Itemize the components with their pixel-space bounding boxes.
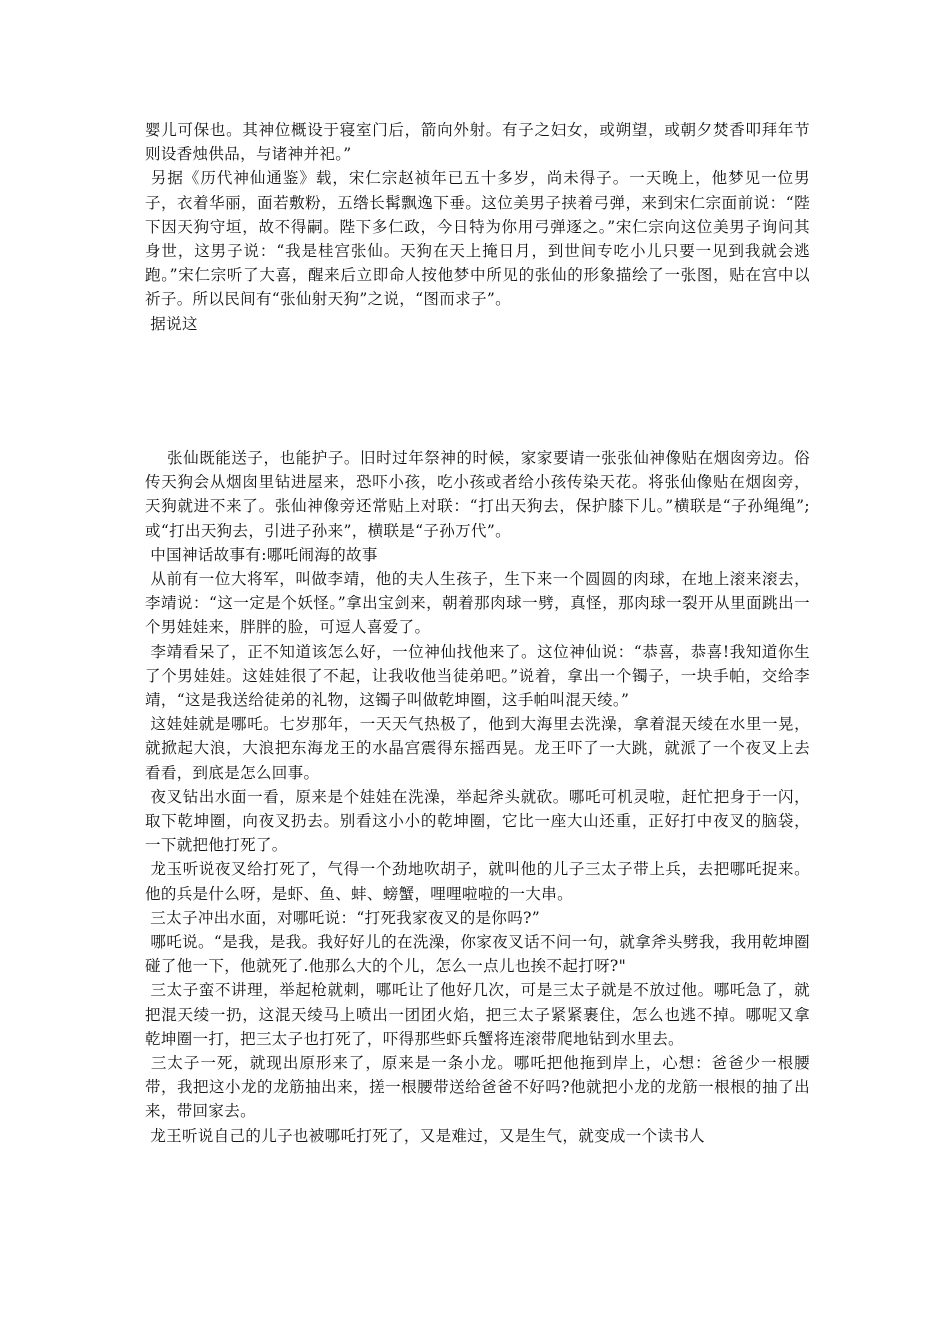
paragraph: 夜叉钻出水面一看，原来是个娃娃在洗澡，举起斧头就砍。哪吒可机灵啦，赶忙把身于一闪，取下乾坤圈，向夜叉扔去。别看这小小的乾坤圈，它比一座大山还重，正好打中夜叉的脑袋，一下就把他打死了。 — [145, 787, 811, 855]
paragraph: 张仙既能送子，也能护子。旧时过年祭神的时候，家家要请一张张仙神像贴在烟囱旁边。俗传天狗会从烟囱里钻进屋来，恐吓小孩，吃小孩或者给小孩传染天花。将张仙像贴在烟囱旁，天狗就进不来了。张仙神像旁还常贴上对联：“打出天狗去，保护膝下儿。”横联是“子孙绳绳”;或“打出天狗去，引进子孙来”，横联是“子孙万代”。 — [145, 449, 810, 540]
paragraph: 李靖看呆了，正不知道该怎么好，一位神仙找他来了。这位神仙说：“恭喜，恭喜!我知道你生了个男娃娃。这娃娃很了不起，让我收他当徒弟吧。”说着，拿出一个镯子，一块手帕，交给李靖，“这是我送给徒弟的礼物，这镯子叫做乾坤圈，这手帕叫混天绫。” — [145, 642, 811, 710]
paragraph: 龙玉听说夜叉给打死了，气得一个劲地吹胡子，就叫他的儿子三太子带上兵，去把哪吒捉来。他的兵是什么呀，是虾、鱼、蚌、螃蟹，哩哩啦啦的一大串。 — [145, 860, 811, 903]
paragraph: 三太子冲出水面，对哪吒说：“打死我家夜叉的是你吗?” — [145, 908, 541, 927]
paragraph: 龙王听说自己的儿子也被哪吒打死了，又是难过，又是生气，就变成一个读书人 — [145, 1126, 706, 1145]
paragraph: 这娃娃就是哪吒。七岁那年，一天天气热极了，他到大海里去洗澡，拿着混天绫在水里一晃，就掀起大浪，大浪把东海龙王的水晶宫震得东摇西晃。龙王吓了一大跳，就派了一个夜叉上去看看，到底是怎么回事。 — [145, 715, 811, 782]
paragraph: 三太子蛮不讲理，举起枪就刺，哪吒让了他好几次，可是三太子就是不放过他。哪吒急了，就把混天绫一扔，这混天绫马上喷出一团团火焰，把三太子紧紧裹住，怎么也逃不掉。哪呢又拿乾坤圈一打，把三太子也打死了，吓得那些虾兵蟹将连滚带爬地钻到水里去。 — [145, 981, 811, 1048]
text-block-main — [145, 446, 810, 1148]
paragraph: 从前有一位大将军，叫做李靖，他的夫人生孩子，生下来一个圆圆的肉球，在地上滚来滚去，李靖说：“这一定是个妖怪。”拿出宝剑来，朝着那肉球一劈，真怪，那肉球一裂开从里面跳出一个男娃娃来，胖胖的脸，可逗人喜爱了。 — [145, 570, 811, 637]
paragraph: 哪吒说。“是我，是我。我好好儿的在洗澡，你家夜叉话不问一句，就拿斧头劈我，我用乾坤圈碰了他一下，他就死了.他那么大的个儿，怎么一点儿也挨不起打呀?" — [145, 933, 810, 976]
paragraph: 据说这 — [145, 314, 198, 333]
text-block-top — [145, 118, 810, 336]
paragraph: 三太子一死，就现出原形来了，原来是一条小龙。哪吒把他拖到岸上，心想：爸爸少一根腰带，我把这小龙的龙筋抽出来，搓一根腰带送给爸爸不好吗?他就把小龙的龙筋一根根的抽了出来，带回家去。 — [145, 1054, 810, 1121]
paragraph: 另据《历代神仙通鉴》载，宋仁宗赵祯年已五十多岁，尚未得子。一天晚上，他梦见一位男子，衣着华丽，面若敷粉，五绺长髯飘逸下垂。这位美男子挟着弓弹，来到宋仁宗面前说：“陛下因天狗守垣，故不得嗣。陛下多仁政，今日特为你用弓弹逐之。”宋仁宗向这位美男子询问其身世，这男子说：“我是桂宫张仙。天狗在天上掩日月，到世间专吃小儿只要一见到我就会逃跑。”宋仁宗听了大喜，醒来后立即命人按他梦中所见的张仙的形象描绘了一张图，贴在宫中以祈子。所以民间有“张仙射天狗”之说，“图而求子”。 — [145, 169, 810, 309]
section-heading: 中国神话故事有:哪吒闹海的故事 — [145, 545, 378, 564]
paragraph: 婴儿可保也。其神位概设于寝室门后，箭向外射。有子之妇女，或朔望，或朝夕焚香叩拜年节则设香烛供品，与诸神并祀。” — [145, 121, 810, 164]
